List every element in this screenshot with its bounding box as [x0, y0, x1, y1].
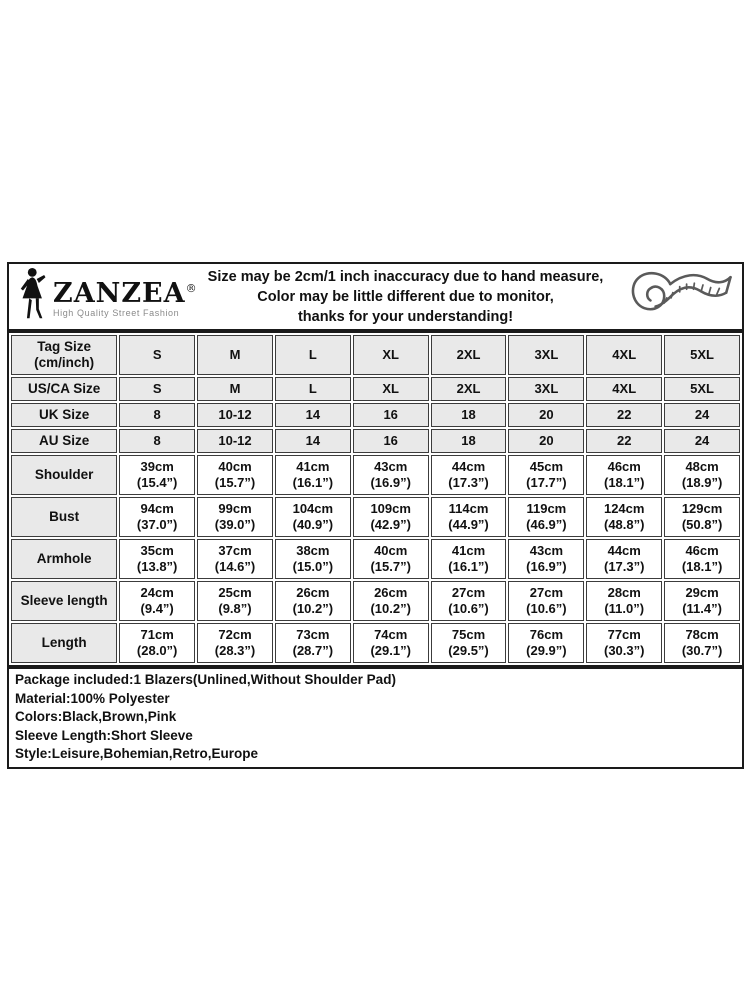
brand-logo — [9, 265, 197, 328]
size-table — [7, 331, 744, 667]
size-value-cell: 37cm (14.6”) — [197, 539, 273, 579]
size-value-cell: 24 — [664, 403, 740, 427]
woman-silhouette-icon — [19, 265, 49, 328]
size-value-cell: 40cm (15.7”) — [197, 455, 273, 495]
size-value-cell: 43cm (16.9”) — [508, 539, 584, 579]
size-value-cell: 46cm (18.1”) — [664, 539, 740, 579]
disclaimer-line: thanks for your understanding! — [297, 308, 514, 325]
table-row — [11, 377, 740, 401]
measuring-tape-icon — [614, 266, 742, 328]
table-row — [11, 455, 740, 495]
size-column-header: 3XL — [508, 335, 584, 375]
size-disclaimer-text — [197, 267, 614, 327]
disclaimer-line: Size may be 2cm/1 inch inaccuracy due to hand measure, — [207, 268, 604, 285]
size-value-cell: 94cm (37.0”) — [119, 497, 195, 537]
size-value-cell: M — [197, 377, 273, 401]
row-label: UK Size — [11, 403, 117, 427]
size-value-cell: XL — [353, 377, 429, 401]
size-value-cell: 26cm (10.2”) — [275, 581, 351, 621]
size-value-cell: 2XL — [431, 377, 507, 401]
size-value-cell: 75cm (29.5”) — [431, 623, 507, 663]
brand-tagline: High Quality Street Fashion — [53, 307, 180, 318]
product-detail-line: Sleeve Length:Short Sleeve — [15, 727, 193, 743]
size-value-cell: 41cm (16.1”) — [275, 455, 351, 495]
size-value-cell: 4XL — [586, 377, 662, 401]
size-value-cell: 20 — [508, 429, 584, 453]
row-label: Tag Size (cm/inch) — [11, 335, 117, 375]
size-value-cell: 20 — [508, 403, 584, 427]
table-row — [11, 623, 740, 663]
size-value-cell: 8 — [119, 403, 195, 427]
size-value-cell: 28cm (11.0”) — [586, 581, 662, 621]
size-value-cell: 35cm (13.8”) — [119, 539, 195, 579]
size-value-cell: 73cm (28.7”) — [275, 623, 351, 663]
size-value-cell: 41cm (16.1”) — [431, 539, 507, 579]
size-value-cell: 10-12 — [197, 429, 273, 453]
product-details — [7, 667, 744, 769]
size-value-cell: 74cm (29.1”) — [353, 623, 429, 663]
size-value-cell: 48cm (18.9”) — [664, 455, 740, 495]
size-value-cell: 14 — [275, 403, 351, 427]
size-value-cell: 43cm (16.9”) — [353, 455, 429, 495]
size-value-cell: 27cm (10.6”) — [508, 581, 584, 621]
row-label: Length — [11, 623, 117, 663]
size-value-cell: 8 — [119, 429, 195, 453]
size-value-cell: 46cm (18.1”) — [586, 455, 662, 495]
size-value-cell: 16 — [353, 403, 429, 427]
size-value-cell: 109cm (42.9”) — [353, 497, 429, 537]
header — [7, 262, 744, 331]
size-value-cell: 71cm (28.0”) — [119, 623, 195, 663]
size-value-cell: 99cm (39.0”) — [197, 497, 273, 537]
table-row — [11, 403, 740, 427]
product-detail-line: Style:Leisure,Bohemian,Retro,Europe — [15, 746, 259, 761]
size-value-cell: 3XL — [508, 377, 584, 401]
row-label: Shoulder — [11, 455, 117, 495]
size-value-cell: 10-12 — [197, 403, 273, 427]
table-row — [11, 497, 740, 537]
row-label: Sleeve length — [11, 581, 117, 621]
row-label: US/CA Size — [11, 377, 117, 401]
size-value-cell: 40cm (15.7”) — [353, 539, 429, 579]
product-detail-line: Package included:1 Blazers(Unlined,Without Shoulder Pad) — [15, 672, 396, 687]
size-value-cell: 26cm (10.2”) — [353, 581, 429, 621]
product-detail-line: Material:100% Polyester — [15, 690, 170, 706]
size-value-cell: 124cm (48.8”) — [586, 497, 662, 537]
size-value-cell: 76cm (29.9”) — [508, 623, 584, 663]
size-column-header: 5XL — [664, 335, 740, 375]
size-value-cell: 78cm (30.7”) — [664, 623, 740, 663]
size-value-cell: 77cm (30.3”) — [586, 623, 662, 663]
product-detail-line: Colors:Black,Brown,Pink — [15, 709, 177, 724]
size-value-cell: 129cm (50.8”) — [664, 497, 740, 537]
size-value-cell: 16 — [353, 429, 429, 453]
size-value-cell: 22 — [586, 429, 662, 453]
size-value-cell: 18 — [431, 429, 507, 453]
size-column-header: S — [119, 335, 195, 375]
table-row — [11, 539, 740, 579]
size-value-cell: 45cm (17.7”) — [508, 455, 584, 495]
size-value-cell: 44cm (17.3”) — [431, 455, 507, 495]
size-value-cell: 27cm (10.6”) — [431, 581, 507, 621]
size-column-header: M — [197, 335, 273, 375]
size-column-header: XL — [353, 335, 429, 375]
disclaimer-line: Color may be little different due to monitor, — [257, 288, 554, 305]
size-value-cell: 44cm (17.3”) — [586, 539, 662, 579]
row-label: AU Size — [11, 429, 117, 453]
size-column-header: L — [275, 335, 351, 375]
row-label: Bust — [11, 497, 117, 537]
size-value-cell: 22 — [586, 403, 662, 427]
size-value-cell: 39cm (15.4”) — [119, 455, 195, 495]
size-value-cell: L — [275, 377, 351, 401]
size-value-cell: 24cm (9.4”) — [119, 581, 195, 621]
row-label: Armhole — [11, 539, 117, 579]
size-value-cell: 5XL — [664, 377, 740, 401]
registered-mark: ® — [185, 281, 198, 295]
size-table-body — [11, 335, 740, 663]
size-value-cell: 29cm (11.4”) — [664, 581, 740, 621]
size-value-cell: 14 — [275, 429, 351, 453]
size-value-cell: 114cm (44.9”) — [431, 497, 507, 537]
table-row — [11, 335, 740, 375]
brand-text-block — [53, 276, 198, 318]
size-chart-page — [7, 262, 744, 769]
size-value-cell: 24 — [664, 429, 740, 453]
brand-name: ZANZEA® — [53, 277, 198, 309]
size-column-header: 4XL — [586, 335, 662, 375]
size-value-cell: S — [119, 377, 195, 401]
size-value-cell: 72cm (28.3”) — [197, 623, 273, 663]
size-value-cell: 104cm (40.9”) — [275, 497, 351, 537]
size-value-cell: 38cm (15.0”) — [275, 539, 351, 579]
table-row — [11, 581, 740, 621]
size-column-header: 2XL — [431, 335, 507, 375]
size-value-cell: 25cm (9.8”) — [197, 581, 273, 621]
size-value-cell: 119cm (46.9”) — [508, 497, 584, 537]
size-value-cell: 18 — [431, 403, 507, 427]
table-row — [11, 429, 740, 453]
